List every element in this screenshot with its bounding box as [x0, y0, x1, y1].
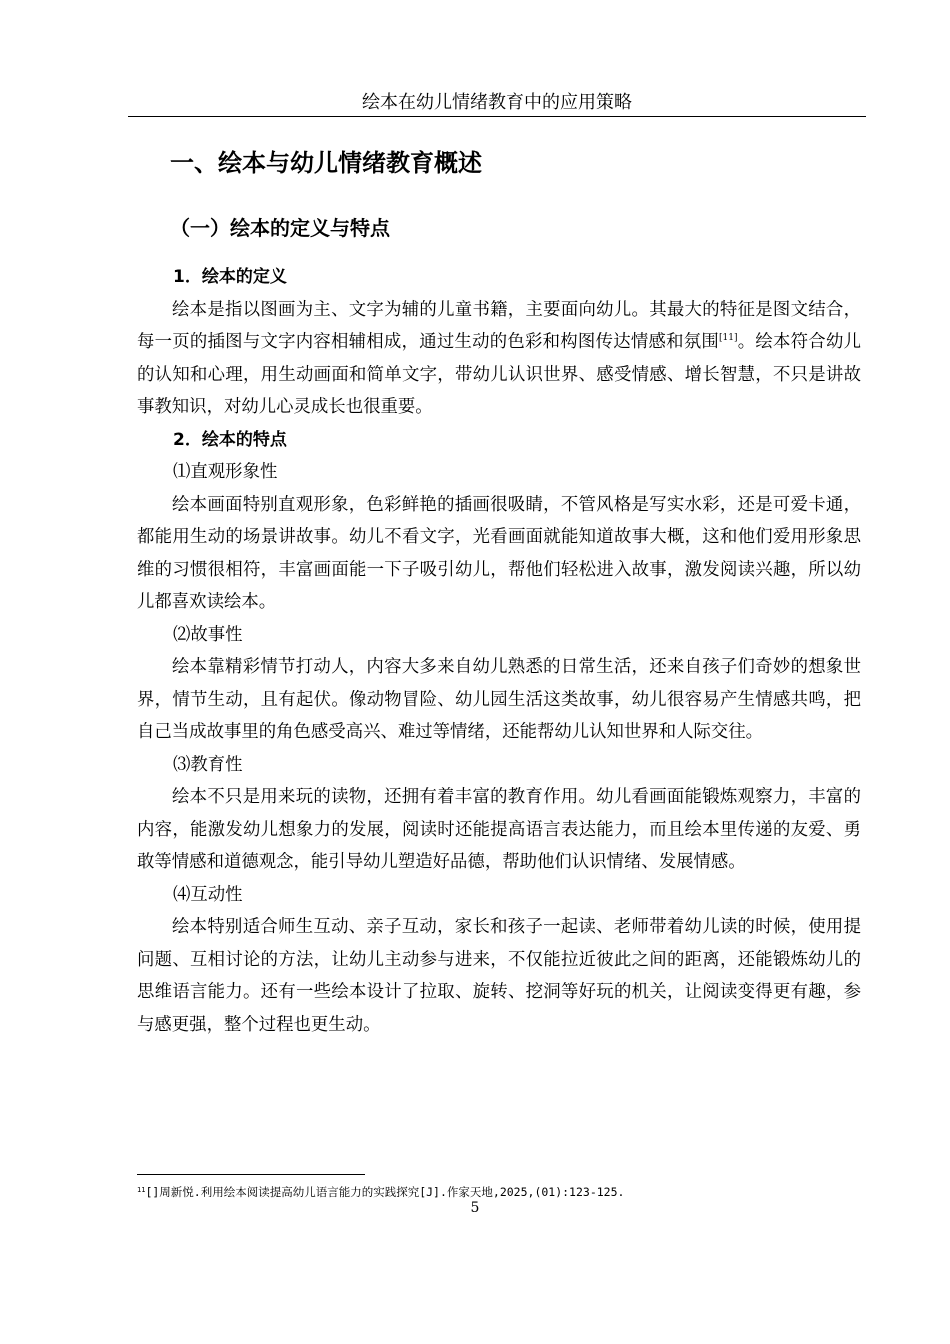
paragraph-text: 绘本是指以图画为主、文字为辅的儿童书籍，主要面向幼儿。其最大的特征是图文结合，每一页的插图与文字内容相辅相成，通过生动的色彩和构图传达情感和氛围	[137, 299, 861, 352]
subsection-heading-features: 2．绘本的特点	[173, 429, 287, 450]
section-title: （一）绘本的定义与特点	[170, 216, 390, 240]
feature-paragraph-intuitive: 绘本画面特别直观形象，色彩鲜艳的插画很吸睛，不管风格是写实水彩，还是可爱卡通，都能用生动的场景讲故事。幼儿不看文字，光看画面就能知道故事大概，这和他们爱用形象思维的习惯很相符，丰富画面能一下子吸引幼儿，帮他们轻松进入故事，激发阅读兴趣，所以幼儿都喜欢读绘本。	[137, 494, 861, 612]
feature-label-intuitive: ⑴直观形象性	[173, 462, 278, 482]
body-text	[137, 261, 861, 1041]
feature-paragraph-story: 绘本靠精彩情节打动人，内容大多来自幼儿熟悉的日常生活，还来自孩子们奇妙的想象世界，情节生动，且有起伏。像动物冒险、幼儿园生活这类故事，幼儿很容易产生情感共鸣，把自己当成故事里的角色感受高兴、难过等情绪，还能帮幼儿认知世界和人际交往。	[137, 657, 861, 742]
header-rule	[128, 116, 866, 117]
subsection-heading-definition: 1．绘本的定义	[173, 267, 287, 287]
paragraph-definition	[137, 294, 861, 424]
feature-label-story: ⑵故事性	[173, 624, 243, 645]
paragraph-text: 。绘本符合幼儿的认知和心理，用生动画面和简单文字，带幼儿认识世界、感受情感、增长智慧，不只是讲故事教知识，对幼儿心灵成长也很重要。	[137, 332, 861, 417]
citation-marker[interactable]: [11]	[719, 333, 738, 343]
footnote-text: []周新悦.利用绘本阅读提高幼儿语言能力的实践探究[J].作家天地,2025,(01):123-125.	[145, 1185, 625, 1199]
feature-label-interaction: ⑷互动性	[173, 884, 243, 905]
footnote	[137, 1184, 624, 1200]
feature-paragraph-education: 绘本不只是用来玩的读物，还拥有着丰富的教育作用。幼儿看画面能锻炼观察力，丰富的内容，能激发幼儿想象力的发展，阅读时还能提高语言表达能力，而且绘本里传递的友爱、勇敢等情感和道德观念，能引导幼儿塑造好品德，帮助他们认识情绪、发展情感。	[137, 787, 861, 872]
page-number: 5	[470, 1200, 480, 1216]
feature-paragraph-interaction: 绘本特别适合师生互动、亲子互动，家长和孩子一起读、老师带着幼儿读的时候，使用提问题、互相讨论的方法，让幼儿主动参与进来，不仅能拉近彼此之间的距离，还能锻炼幼儿的思维语言能力。还有一些绘本设计了拉取、旋转、挖洞等好玩的机关，让阅读变得更有趣，参与感更强，整个过程也更生动。	[137, 917, 861, 1035]
feature-label-education: ⑶教育性	[173, 754, 243, 775]
running-header: 绘本在幼儿情绪教育中的应用策略	[362, 92, 632, 113]
chapter-title: 一、绘本与幼儿情绪教育概述	[170, 149, 482, 177]
footnote-rule	[137, 1174, 365, 1175]
footnote-mark: 11	[137, 1186, 146, 1194]
